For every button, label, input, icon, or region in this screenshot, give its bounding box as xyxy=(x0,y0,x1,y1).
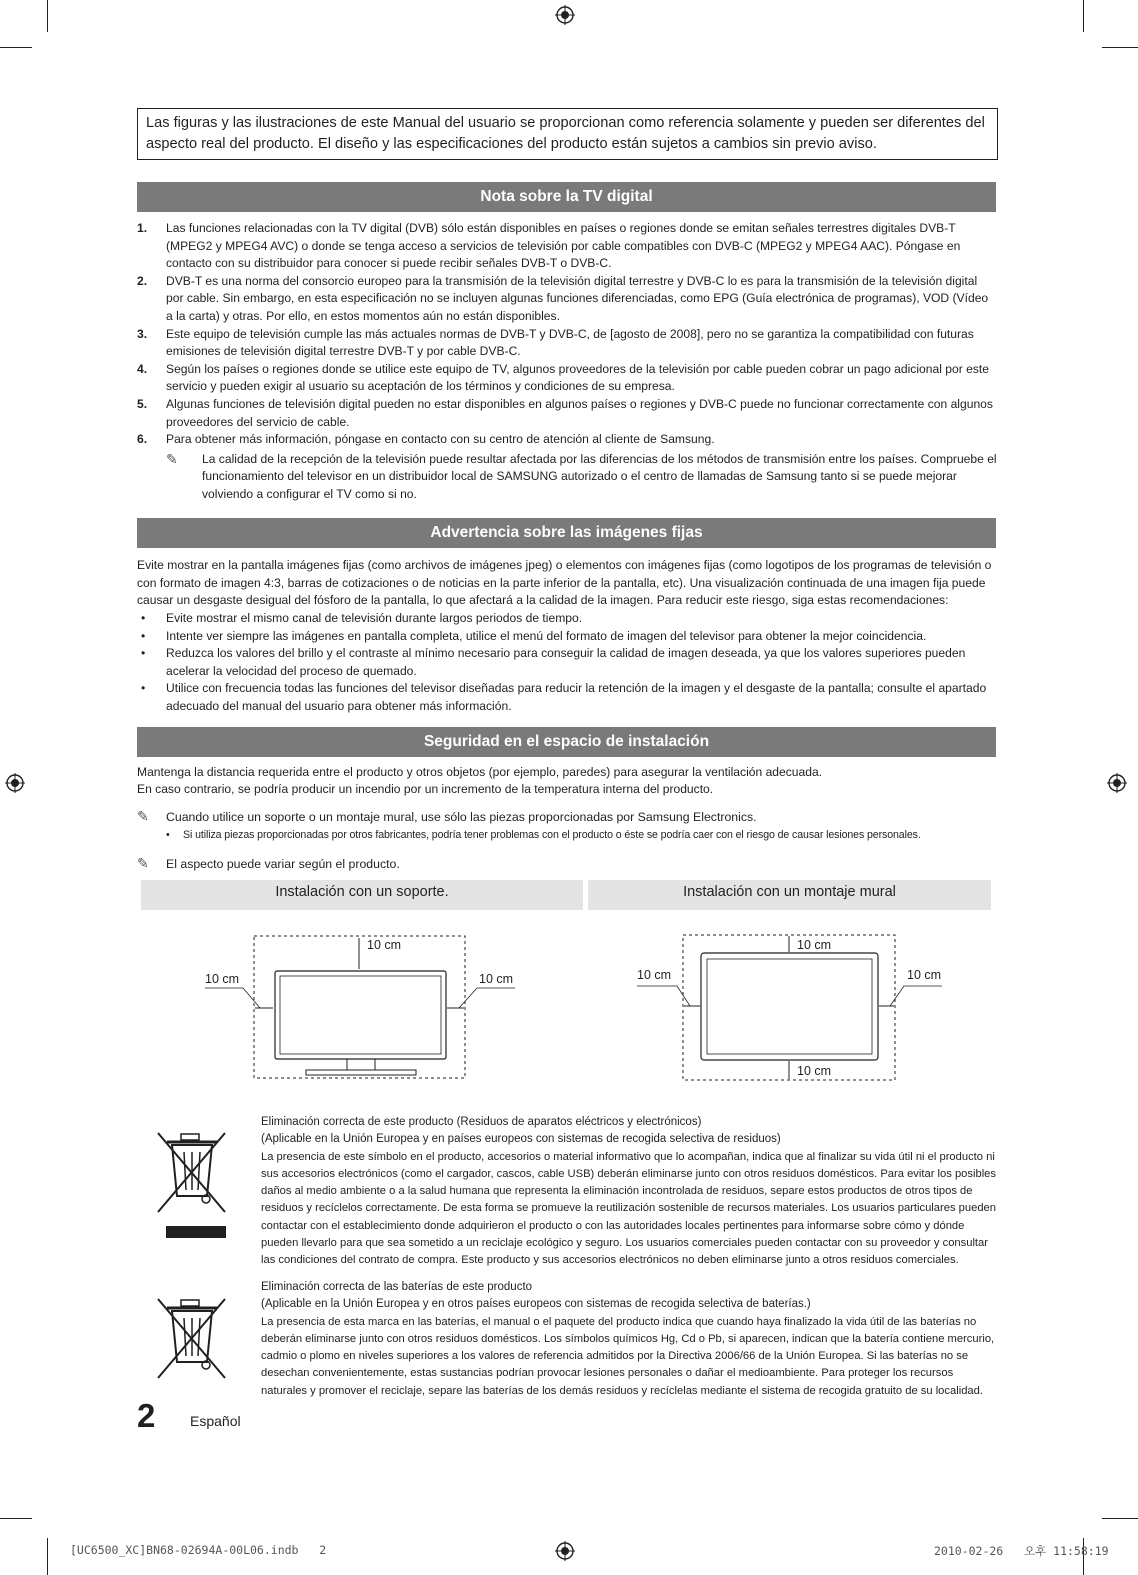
crossed-out-bin-icon xyxy=(155,1130,230,1242)
registration-mark-icon xyxy=(555,5,575,25)
wall-right-label: 10 cm xyxy=(907,968,942,982)
dimension-leader xyxy=(637,986,690,1006)
language-label: Español xyxy=(190,1413,241,1429)
crop-mark xyxy=(47,1538,48,1575)
weee-product-subtitle: (Aplicable en la Unión Europea y en países europeos con sistemas de recogida selectiva de residuos) xyxy=(261,1133,781,1146)
item-number: 3. xyxy=(137,326,148,341)
dimension-leader xyxy=(459,988,515,1008)
item-text: Reduzca los valores del brillo y el contraste al mínimo necesario para conseguir la calidad de imagen deseada, ya que los valores superiores pueden acelerar la velocidad del proceso de quemado. xyxy=(166,646,966,678)
wall-top-label: 10 cm xyxy=(797,938,832,952)
weee-product-block xyxy=(261,1114,996,1270)
crossed-out-battery-bin-icon xyxy=(155,1296,230,1384)
registration-mark-icon xyxy=(555,1541,575,1561)
wall-installation-heading: Instalación con un montaje mural xyxy=(588,880,991,910)
item-text: Utilice con frecuencia todas las funciones del televisor diseñadas para reducir la retención de la imagen y el desgaste de la pantalla; consulte el apartado adecuado del manual del usuario para obtener más información. xyxy=(166,681,987,713)
installation-note-2 xyxy=(137,855,400,872)
list-item xyxy=(137,431,997,449)
pencil-note-icon: ✎ xyxy=(137,808,149,824)
bullet-icon: • xyxy=(141,611,146,625)
print-slug-right: 2010-02-26 오후 11:58:19 xyxy=(934,1544,1109,1558)
list-item xyxy=(137,220,997,273)
still-image-list xyxy=(137,610,997,716)
list-item xyxy=(137,326,997,361)
bullet-icon: • xyxy=(141,681,146,696)
item-number: 6. xyxy=(137,432,148,447)
item-number: 2. xyxy=(137,273,148,288)
bullet-icon: • xyxy=(141,628,146,643)
list-item xyxy=(137,645,997,680)
installation-line-1: Mantenga la distancia requerida entre el producto y otros objetos (por ejemplo, paredes) para asegurar la ventilación adecuada. xyxy=(137,765,823,779)
list-item xyxy=(137,680,997,715)
stand-top-label: 10 cm xyxy=(367,938,402,952)
wall-bottom-label: 10 cm xyxy=(797,1064,832,1078)
registration-mark-icon xyxy=(5,773,25,793)
crop-mark xyxy=(1102,1518,1138,1519)
weee-battery-title: Eliminación correcta de las baterías de este producto xyxy=(261,1281,533,1293)
item-number: 4. xyxy=(137,361,148,376)
note-text: Cuando utilice un soporte o un montaje mural, use sólo las piezas proporcionadas por Samsung Electronics. xyxy=(166,810,757,824)
registration-mark-icon xyxy=(1107,773,1127,793)
section-title-still-images: Advertencia sobre las imágenes fijas xyxy=(137,518,996,548)
disclaimer-box: Las figuras y las ilustraciones de este Manual del usuario se proporcionan como referencia solamente y pueden ser diferentes del aspecto real del producto. El diseño y las especificaciones del producto están sujetos a cambios sin previo aviso. xyxy=(137,108,998,160)
bullet-icon: • xyxy=(166,829,170,841)
item-text: Para obtener más información, póngase en contacto con su centro de atención al cliente de Samsung. xyxy=(166,432,715,447)
list-item xyxy=(137,628,997,646)
pencil-note-icon: ✎ xyxy=(166,450,178,467)
wall-left-label: 10 cm xyxy=(637,968,672,982)
weee-battery-text: La presencia de esta marca en las baterías, el manual o el paquete del producto indica que cuando haya finalizado la vida útil de las baterías no deberán eliminarse junto con otros residuos domésticos. Los símbolos químicos Hg, Cd o Pb, si aparecen, indican que la batería contiene mercurio, cadmio o plomo en niveles superiores a los valores de referencia admitidos por la Directiva 2006/66 de la Unión Europea. Si las baterías no se desechan convenientemente, estas sustancias podrían provocar lesiones personales o dañar el medioambiente. Para proteger los recursos naturales y promover el reciclaje, separe las baterías de los demás residuos y recíclelas mediante el sistema de recogida gratuito de su localidad. xyxy=(261,1315,995,1397)
tv-outline xyxy=(701,953,878,1060)
tv-screen xyxy=(280,976,441,1054)
stand-installation-heading: Instalación con un soporte. xyxy=(141,880,583,910)
print-slug-left: [UC6500_XC]BN68-02694A-00L06.indb 2 xyxy=(70,1543,327,1557)
installation-line-2: En caso contrario, se podría producir un incendio por un incremento de la temperatura interna del producto. xyxy=(137,782,714,796)
still-image-intro: Evite mostrar en la pantalla imágenes fijas (como archivos de imágenes jpeg) o elementos con imágenes fijas (como logotipos de los programas de televisión o con formato de imagen 4:3, barras de cotizaciones o de noticias en la parte inferior de la pantalla, etc). Una visualización continuada de una imagen fija puede causar un desgaste desigual del fósforo de la pantalla, lo que afectará a la calidad de la imagen. Para reducir este riesgo, siga estas recomendaciones: xyxy=(137,558,992,608)
installation-note-1 xyxy=(137,808,757,825)
stand-base xyxy=(306,1070,416,1075)
list-item xyxy=(137,610,997,628)
weee-product-title: Eliminación correcta de este producto (Residuos de aparatos eléctricos y electrónicos) xyxy=(261,1116,702,1128)
item-text: Según los países o regiones donde se utilice este equipo de TV, algunos proveedores de la televisión por cable pueden cobrar un pago adicional por este servicio y pueden exigir al usuario su aceptación de los términos y condiciones de su empresa. xyxy=(166,361,989,394)
crop-mark xyxy=(1102,47,1138,48)
weee-battery-subtitle: (Aplicable en la Unión Europea y en otros países europeos con sistemas de recogida selectiva de baterías.) xyxy=(261,1298,811,1311)
item-number: 1. xyxy=(137,221,148,235)
item-text: DVB-T es una norma del consorcio europeo para la transmisión de la televisión digital terrestre y DVB-C lo es para la transmisión de la televisión digital por cable. Sin embargo, en esta especificación no se incluyen algunas funciones diferenciadas, como EPG (Guía electrónica de programas), VOD (Vídeo a la carta) y otras. Por ello, en estos momentos aún no están disponibles. xyxy=(166,273,989,323)
list-item xyxy=(137,361,997,396)
section-title-installation: Seguridad en el espacio de instalación xyxy=(137,727,996,757)
bullet-icon: • xyxy=(141,646,146,661)
pencil-note-icon: ✎ xyxy=(137,855,149,871)
item-text: Intente ver siempre las imágenes en pantalla completa, utilice el menú del formato de imagen del televisor para obtener la mejor coincidencia. xyxy=(166,628,927,643)
weee-battery-block xyxy=(261,1279,996,1400)
crop-mark xyxy=(0,1518,32,1519)
page-number: 2 xyxy=(137,1397,156,1434)
weee-product-text: La presencia de este símbolo en el producto, accesorios o material informativo que lo acompañan, indica que al finalizar su vida útil ni el producto ni sus accesorios electrónicos (como el cargador, cascos, cable USB) deberán eliminarse junto con otros residuos domésticos. Para evitar los posibles daños al medio ambiente o a la salud humana que representa la eliminación incontrolada de residuos, separe estos productos de otros tipos de residuos y recíclelos correctamente. De esta forma se promueve la reutilización sostenible de recursos materiales. Los usuarios particulares pueden contactar con el establecimiento donde adquirieron el producto o con las autoridades locales pertinentes para informarse sobre cómo y dónde pueden llevarlo para que sea sometido a un reciclaje ecológico y seguro. Los usuarios comerciales pueden contactar con su proveedor y consultar las condiciones del contrato de compra. Este producto y sus accesorios electrónicos no deben eliminarse junto a otros residuos comerciales. xyxy=(261,1150,996,1267)
item-text: Este equipo de televisión cumple las más actuales normas de DVB-T y DVB-C, de [agosto de 2008], pero no se garantiza la compatibilidad con futuras emisiones de televisión digital terrestre DVB-T y por cable DVB-C. xyxy=(166,326,974,359)
note-text: El aspecto puede variar según el producto. xyxy=(166,857,400,871)
crop-mark xyxy=(0,47,32,48)
crop-mark xyxy=(1083,0,1084,32)
note-text: La calidad de la recepción de la televisión puede resultar afectada por las diferencias de los métodos de transmisión entre los países. Compruebe el funcionamiento del televisor en un distribuidor local de SAMSUNG autorizado o el centro de llamadas de Samsung tanto si se puede mejorar volviendo a configurar el TV como si no. xyxy=(202,451,997,501)
item-text: Algunas funciones de televisión digital pueden no estar disponibles en algunos países o regiones y DVB-C puede no funcionar correctamente con algunos proveedores del servicio de cable. xyxy=(166,396,993,429)
item-number: 5. xyxy=(137,396,148,411)
list-item xyxy=(137,396,997,431)
stand-right-label: 10 cm xyxy=(479,972,514,986)
wall-installation-diagram xyxy=(632,928,952,1084)
item-text: Las funciones relacionadas con la TV digital (DVB) sólo están disponibles en países o regiones donde se emitan señales terrestres digitales DVB-T (MPEG2 y MPEG4 AVC) o donde se tenga acceso a servicios de televisión por cable compatibles con DVB-C (MPEG2 y MPEG4 AAC). Póngase en contacto con su distribuidor para conocer si puede recibir señales DVB-T o DVB-C. xyxy=(166,221,961,271)
item-text: Evite mostrar el mismo canal de televisión durante largos periodos de tiempo. xyxy=(166,611,583,625)
note-text: Si utiliza piezas proporcionadas por otros fabricantes, podría tener problemas con el producto o éste se podría caer con el riesgo de causar lesiones personales. xyxy=(183,829,921,841)
clearance-outline xyxy=(683,935,895,1080)
dimension-leader xyxy=(205,988,260,1008)
digital-tv-list xyxy=(137,220,997,504)
installation-subnote xyxy=(166,829,921,841)
crop-mark xyxy=(47,0,48,32)
list-item xyxy=(137,273,997,326)
stand-left-label: 10 cm xyxy=(205,972,240,986)
stand-installation-diagram xyxy=(195,928,535,1080)
section-title-digital-tv: Nota sobre la TV digital xyxy=(137,182,996,212)
reception-note xyxy=(166,451,997,504)
tv-screen xyxy=(707,959,872,1054)
tv-outline xyxy=(275,971,446,1059)
dimension-leader xyxy=(890,986,942,1006)
